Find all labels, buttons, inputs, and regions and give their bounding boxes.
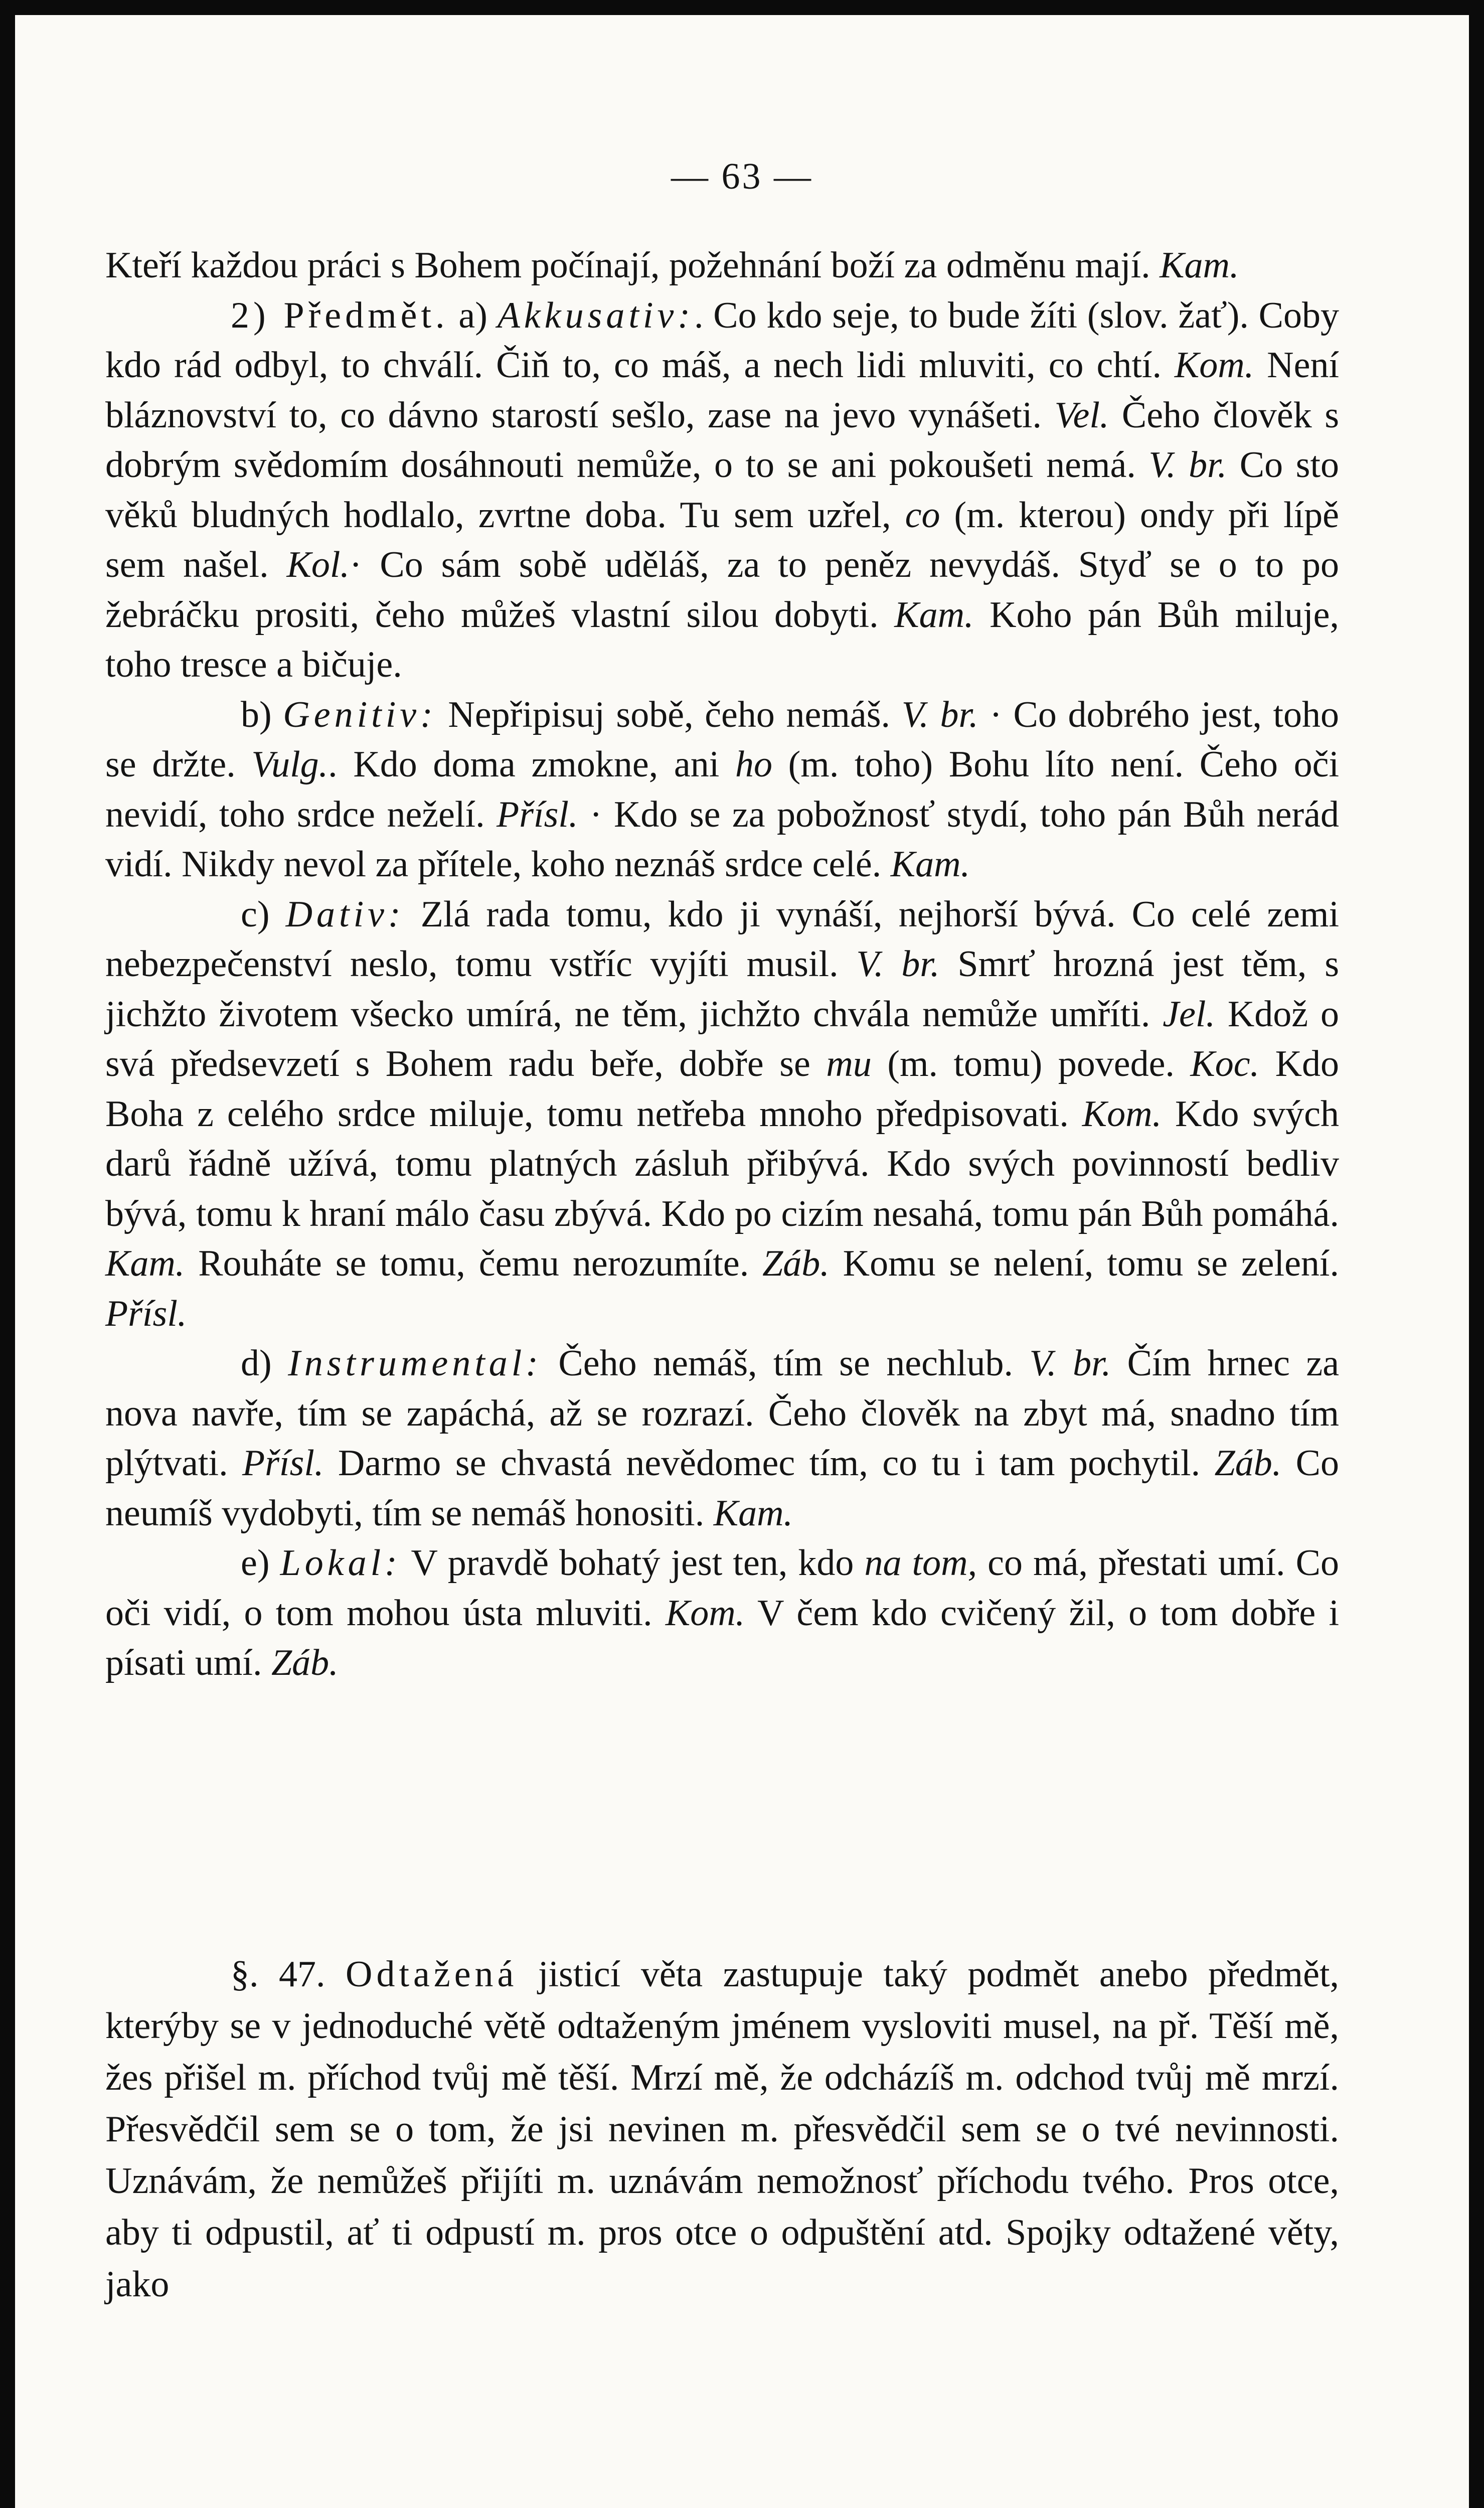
source-ref: Vel. bbox=[1054, 394, 1109, 436]
book-page bbox=[15, 15, 1469, 2508]
example-text: Není bláznovství to, co dávno starostí sešlo, zase na jevo vynášeti. bbox=[105, 345, 1340, 436]
example-text: Rouháte se tomu, čemu nerozumíte. bbox=[198, 1243, 749, 1284]
source-ref: Kam. bbox=[713, 1492, 793, 1534]
genitiv-paragraph bbox=[105, 690, 1339, 890]
example-text: Darmo se chvastá nevědomec tím, co tu i tam pochytil. bbox=[338, 1443, 1201, 1484]
source-ref: Kom. bbox=[1174, 345, 1254, 386]
source-ref: Vulg. bbox=[251, 744, 328, 785]
item-prefix: b) bbox=[241, 694, 272, 735]
example-text: . Co kdo seje, to bude žíti (slov. žať). Coby kdo rád odbyl, to chválí. Čiň to, co máš, a nech lidi mluviti, co chtí. bbox=[105, 294, 1340, 386]
source-ref: Přísl. bbox=[242, 1443, 324, 1484]
source-ref: V. br. bbox=[1029, 1343, 1111, 1384]
italic-word: mu bbox=[826, 1043, 872, 1084]
item-prefix: c) bbox=[241, 893, 270, 935]
source-ref: V. br. bbox=[901, 694, 978, 735]
example-text: Kdož o svá předsevzetí s Bohem radu beře, dobře se bbox=[105, 993, 1340, 1084]
source-ref: Záb. bbox=[762, 1243, 830, 1284]
source-ref: Koc. bbox=[1190, 1043, 1260, 1084]
example-text: Čím hrnec za nova navře, tím se zapáchá, až se rozrazí. Čeho člověk na zbyt má, snadno tím plýtvati. bbox=[105, 1343, 1340, 1484]
section-text: jisticí věta zastupuje taký podmět anebo předmět, kterýby se v jednoduché větě odtaženým jménem vysloviti musel, na př. Těší mě, žes přišel m. příchod tvůj mě těší. Mrzí mě, že odcházíš m. odchod tvůj mě mrzí. Přesvědčil sem se o tom, že jsi nevinen m. přesvědčil sem se o tvé nevinnosti. Uznávám, že nemůžeš přijíti m. uznávám nemožnosť příchodu tvého. Pros otce, aby ti odpustil, ať ti odpustí m. pros otce o odpuštění atd. Spojky odtažené věty, jako bbox=[105, 1954, 1340, 2305]
dativ-paragraph bbox=[105, 890, 1339, 1339]
item-prefix: d) bbox=[241, 1343, 272, 1384]
source-ref: Přísl. bbox=[105, 1293, 187, 1334]
italic-word: ho bbox=[735, 744, 772, 785]
page-number: — 63 — bbox=[671, 156, 813, 197]
section-term: Odtažená bbox=[346, 1954, 518, 1995]
source-ref: Kam. bbox=[105, 1243, 185, 1284]
item-prefix: a) bbox=[458, 294, 487, 336]
item-prefix: e) bbox=[241, 1542, 270, 1584]
example-text: Co sto věků bludných hodlalo, zvrtne doba. Tu sem uzřel, bbox=[105, 444, 1340, 536]
source-ref: Kam. bbox=[894, 594, 974, 636]
case-term-dativ: Dativ: bbox=[285, 893, 405, 935]
intro-paragraph bbox=[105, 241, 1339, 291]
intro-text: Kteří každou práci s Bohem počínají, požehnání boží za odměnu mají. bbox=[105, 245, 1150, 286]
source-ref: Kam. bbox=[890, 844, 970, 885]
italic-word: co bbox=[905, 494, 940, 536]
source-ref: Záb. bbox=[271, 1642, 339, 1683]
predmet-heading: 2) Předmět. bbox=[231, 294, 449, 336]
example-text: Co neumíš vydobyti, tím se nemáš honositi. bbox=[105, 1443, 1340, 1534]
example-text: V pravdě bohatý jest ten, kdo bbox=[411, 1542, 854, 1584]
section-number: §. 47. bbox=[231, 1954, 325, 1995]
example-text: Zlá rada tomu, kdo ji vynáší, nejhorší bývá. Co celé zemi nebezpečenství neslo, tomu vstříc vyjíti musil. bbox=[105, 893, 1340, 985]
lokal-paragraph bbox=[105, 1538, 1339, 1688]
source-ref: Kom. bbox=[1082, 1093, 1162, 1135]
source-ref: V. br. bbox=[1148, 444, 1227, 486]
source-ref: Záb. bbox=[1214, 1443, 1282, 1484]
example-text: · Kdo se za pobožnosť stydí, toho pán Bůh nerád vidí. Nikdy nevol za přítele, koho neznáš srdce celé. bbox=[105, 794, 1339, 885]
source-ref: Kom. bbox=[665, 1592, 745, 1634]
instrumental-paragraph bbox=[105, 1339, 1339, 1538]
example-text: (m. kterou) ondy při lípě sem našel. bbox=[105, 494, 1340, 585]
source-ref: V. br. bbox=[856, 944, 940, 985]
example-text: Komu se nelení, tomu se zelení. bbox=[843, 1243, 1339, 1284]
example-text: Čeho člověk s dobrým svědomím dosáhnouti nemůže, o to se ani pokoušeti nemá. bbox=[105, 394, 1340, 486]
case-term-lokal: Lokal: bbox=[280, 1542, 401, 1584]
source-ref: Jel. bbox=[1163, 993, 1215, 1035]
example-text: . Kdo doma zmokne, ani bbox=[328, 744, 720, 785]
example-text: V čem kdo cvičený žil, o tom dobře i písati umí. bbox=[105, 1592, 1340, 1683]
source-ref: Kam. bbox=[1160, 245, 1239, 286]
case-term-akkusativ: Akkusativ: bbox=[497, 294, 694, 336]
example-text: Čeho nemáš, tím se nechlub. bbox=[558, 1343, 1014, 1384]
example-text: Kdo svých darů řádně užívá, tomu platných zásluh přibývá. Kdo svých povinností bedliv bývá, tomu k hraní málo času zbývá. Kdo po cizím nesahá, tomu pán Bůh pomáhá. bbox=[105, 1093, 1340, 1234]
example-text: co má, přestati umí. Co oči vidí, o tom mohou ústa mluviti. bbox=[105, 1542, 1339, 1634]
example-text: · Co sám sobě uděláš, za to peněz nevydáš. Styď se o to po žebráčku prositi, čeho můžeš vlastní silou dobyti. bbox=[105, 544, 1340, 636]
case-term-instrumental: Instrumental: bbox=[288, 1343, 542, 1384]
examples-block bbox=[105, 241, 1339, 1688]
example-text: (m. tomu) povede. bbox=[887, 1043, 1175, 1084]
case-term-genitiv: Genitiv: bbox=[283, 694, 437, 735]
source-ref: Přísl. bbox=[497, 794, 578, 835]
example-text: · Co dobrého jest, toho se držte. bbox=[105, 694, 1340, 785]
section-47-paragraph bbox=[105, 1949, 1339, 2310]
example-text: Kdo Boha z celého srdce miluje, tomu netřeba mnoho předpisovati. bbox=[105, 1043, 1340, 1135]
example-text: Smrť hrozná jest těm, s jichžto životem všecko umírá, ne těm, jichžto chvála nemůže umříti. bbox=[105, 944, 1340, 1035]
example-text: Nepřipisuj sobě, čeho nemáš. bbox=[448, 694, 891, 735]
predmet-paragraph bbox=[105, 291, 1339, 690]
section-47 bbox=[105, 1949, 1339, 2310]
example-text: (m. toho) Bohu líto není. Čeho oči nevidí, toho srdce neželí. bbox=[105, 744, 1340, 835]
source-ref: Kol. bbox=[286, 544, 350, 585]
example-text: Koho pán Bůh miluje, toho tresce a bičuje. bbox=[105, 594, 1340, 685]
italic-word: na tom, bbox=[864, 1542, 977, 1584]
